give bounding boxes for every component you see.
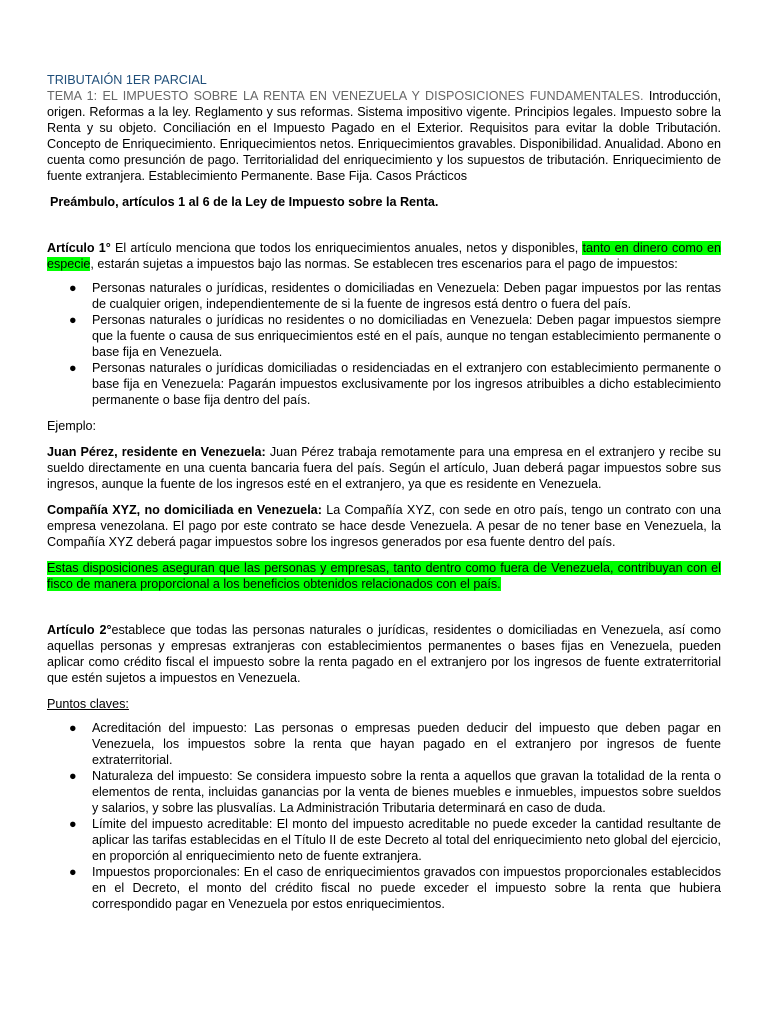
bullet-icon: ● [69, 313, 77, 327]
article-1-text-b: , estarán sujetas a impuestos bajo las normas. Se establecen tres escenarios para el pago de impuestos: [90, 257, 678, 271]
topic-body: Introducción, origen. Reformas a la ley. Reglamento y sus reformas. Sistema impositivo vigente. Principios legales. Impuesto sobre la Renta y su objeto. Conciliación en el Impuesto Pagado en el Exterior. Requisitos para evitar la doble Tributación. Concepto de Enriquecimiento. Enriquecimientos netos. Enriquecimientos gravables. Disponibilidad. Anualidad. Abono en cuenta como presunción de pago. Territorialidad del enriquecimiento y los supuestos de tributación. Enriquecimiento de fuente extranjera. Establecimiento Permanente. Base Fija. Casos Prácticos [47, 89, 721, 183]
topic-paragraph [47, 88, 721, 184]
bullet-icon: ● [69, 769, 77, 783]
list-item-text: Personas naturales o jurídicas, residentes o domiciliadas en Venezuela: Deben pagar impuestos por las rentas de cualquier origen, independientemente de si la fuente de ingresos está dentro o fuera del país. [92, 281, 721, 311]
list-item [47, 816, 721, 864]
article-1-label: Artículo 1° [47, 241, 111, 255]
list-item-text: Acreditación del impuesto: Las personas o empresas pueden deducir del impuesto que deben pagar en Venezuela, los impuestos sobre la renta que hayan pagado en el extranjero por ingresos de fuente extraterritorial. [92, 721, 721, 767]
bullet-icon: ● [69, 865, 77, 879]
article-2-text: establece que todas las personas naturales o jurídicas, residentes o domiciliadas en Venezuela, así como aquellas personas y empresas extranjeras con establecimientos permanentes o bases fijas en Venezuela, pueden aplicar como crédito fiscal el impuesto sobre la renta pagado en el extranjero por los ingresos de fuente extraterritorial que estén sujetos a impuestos en Venezuela. [47, 623, 721, 685]
key-points-underlined: Puntos claves: [47, 697, 129, 711]
example-2-text: La Compañía XYZ, con sede en otro país, tengo un contrato con una empresa venezolana. El pago por este contrato se hace desde Venezuela. A pesar de no tener base en Venezuela, la Compañía XYZ deberá pagar impuestos sobre los ingresos generados por esa fuente dentro del país. [47, 503, 722, 549]
example-1-label: Juan Pérez, residente en Venezuela: [47, 445, 266, 459]
list-item [47, 360, 721, 408]
bullet-icon: ● [69, 361, 77, 375]
example-label: Ejemplo: [47, 419, 96, 433]
example-1-paragraph [47, 444, 721, 492]
article-1-text-a: El artículo menciona que todos los enriquecimientos anuales, netos y disponibles, [110, 241, 583, 255]
article-1-paragraph [47, 240, 721, 272]
bullet-icon: ● [69, 281, 77, 295]
article-2-bullet-list [47, 720, 721, 912]
list-item-text: Personas naturales o jurídicas no residentes o no domiciliadas en Venezuela: Deben pagar impuestos siempre que la fuente o causa de sus enriquecimientos esté en el país, aunque no tengan establecimiento permanente o base fija en Venezuela. [92, 313, 721, 359]
preamble-heading: Preámbulo, artículos 1 al 6 de la Ley de Impuesto sobre la Renta. [50, 195, 439, 209]
list-item [47, 864, 721, 912]
document-body [47, 72, 721, 912]
list-item-text: Naturaleza del impuesto: Se considera impuesto sobre la renta a aquellos que gravan la totalidad de la renta o elementos de renta, incluidas ganancias por la venta de bienes muebles e inmuebles, impuestos sobre sueldos y salarios, y sobre las plusvalías. La Administración Tributaria determinará en caso de duda. [92, 769, 721, 815]
conclusion-paragraph [47, 560, 721, 592]
article-2-paragraph [47, 622, 721, 686]
list-item [47, 312, 721, 360]
example-1-text: Juan Pérez trabaja remotamente para una empresa en el extranjero y recibe su sueldo directamente en una cuenta bancaria fuera del país. Según el artículo, Juan deberá pagar impuestos sobre sus ingresos, aunque la fuente de los ingresos esté en el extranjero, ya que es residente en Venezuela. [47, 445, 721, 491]
list-item-text: Impuestos proporcionales: En el caso de enriquecimientos gravados con impuestos proporcionales establecidos en el Decreto, el monto del crédito fiscal no puede exceder el impuesto sobre la renta que hubiera correspondido pagar en Venezuela por estos enriquecimientos. [92, 865, 721, 911]
bullet-icon: ● [69, 817, 77, 831]
list-item [47, 768, 721, 816]
key-points-label [47, 696, 721, 712]
example-2-paragraph [47, 502, 721, 550]
bullet-icon: ● [69, 721, 77, 735]
list-item [47, 720, 721, 768]
conclusion-highlight: Estas disposiciones aseguran que las personas y empresas, tanto dentro como fuera de Venezuela, contribuyan con el fisco de manera proporcional a los beneficios obtenidos relacionados con el país. [47, 561, 721, 591]
list-item-text: Personas naturales o jurídicas domiciliadas o residenciadas en el extranjero con establecimiento permanente o base fija en Venezuela: Pagarán impuestos exclusivamente por los ingresos atribuibles a dicho establecimiento permanente o base fija dentro del país. [92, 361, 721, 407]
article-1-highlight: tanto en dinero como en especie [47, 241, 722, 271]
document-title: TRIBUTAIÓN 1ER PARCIAL [47, 73, 207, 87]
article-2-label: Artículo 2° [47, 623, 112, 637]
list-item-text: Límite del impuesto acreditable: El monto del impuesto acreditable no puede exceder la cantidad resultante de aplicar las tarifas establecidas en el Título II de este Decreto al total del enriquecimiento neto global del ejercicio, en proporción al enriquecimiento neto de fuente extranjera. [92, 817, 721, 863]
topic-heading: TEMA 1: EL IMPUESTO SOBRE LA RENTA EN VENEZUELA Y DISPOSICIONES FUNDAMENTALES. [47, 89, 644, 103]
example-2-label: Compañía XYZ, no domiciliada en Venezuela: [47, 503, 322, 517]
article-1-bullet-list [47, 280, 721, 408]
list-item [47, 280, 721, 312]
